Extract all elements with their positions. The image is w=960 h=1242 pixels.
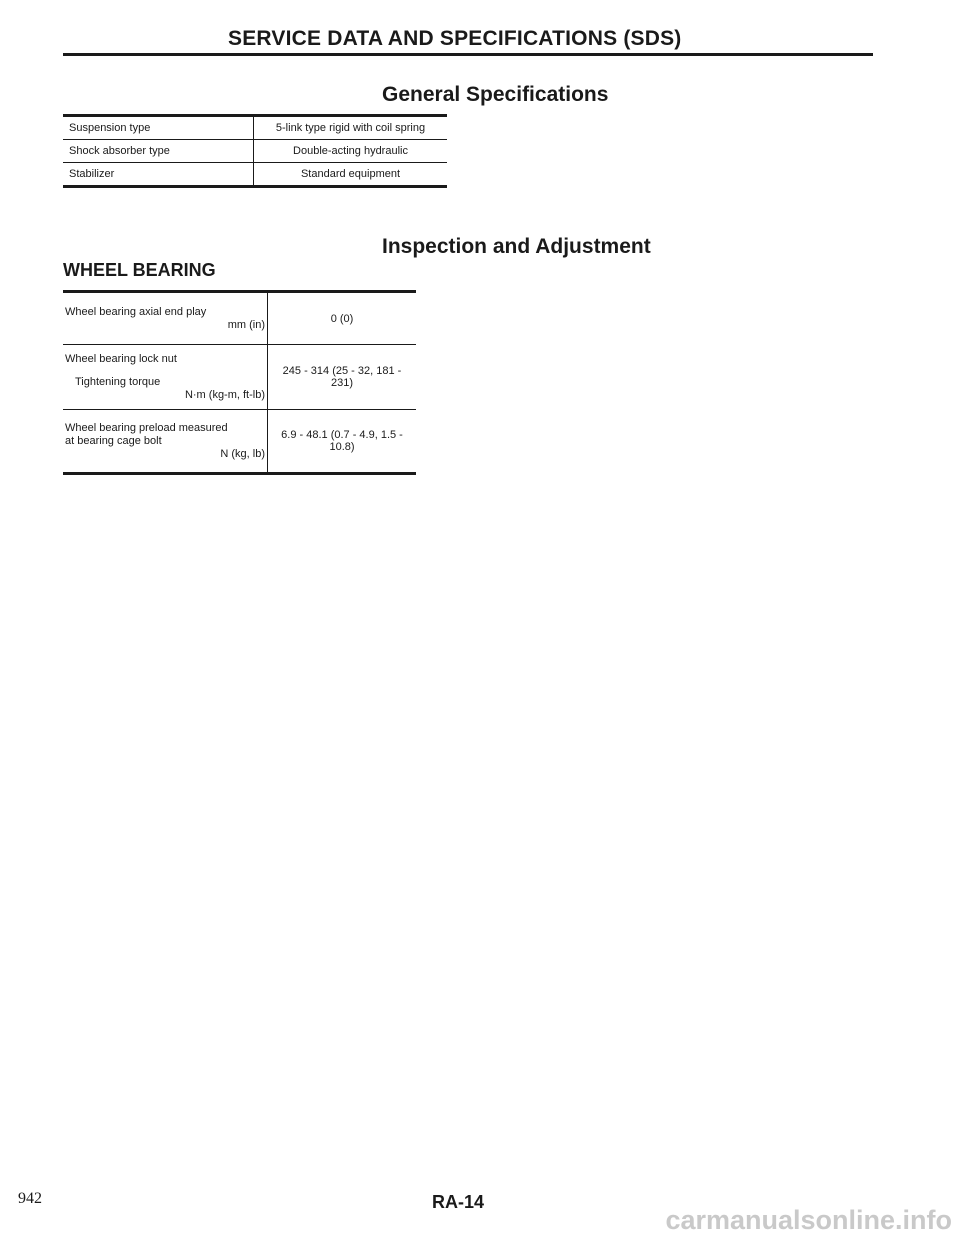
- spec-value: Standard equipment: [254, 163, 448, 187]
- header-rule: [63, 53, 873, 56]
- spec-label: Shock absorber type: [63, 140, 254, 163]
- row-sub-label: Tightening torque: [75, 376, 161, 388]
- table-row: [63, 116, 447, 140]
- wheel-bearing-label-cell: [63, 410, 268, 474]
- row-label: Wheel bearing lock nut: [65, 353, 177, 365]
- page-code: RA-14: [432, 1192, 485, 1212]
- row-value: 6.9 - 48.1 (0.7 - 4.9, 1.5 - 10.8): [268, 410, 417, 474]
- spec-label: Suspension type: [63, 116, 254, 140]
- inspection-adjustment-heading: Inspection and Adjustment: [382, 235, 651, 258]
- row-value: 245 - 314 (25 - 32, 181 - 231): [268, 345, 417, 410]
- table-row: [63, 345, 416, 410]
- row-unit: N (kg, lb): [220, 448, 265, 460]
- wheel-bearing-label-cell: [63, 345, 268, 410]
- spec-label: Stabilizer: [69, 168, 115, 180]
- spec-value: Double-acting hydraulic: [254, 140, 448, 163]
- page-title: SERVICE DATA AND SPECIFICATIONS (SDS): [228, 27, 682, 50]
- watermark-text: carmanualsonline.info: [665, 1205, 952, 1235]
- row-value: 0 (0): [268, 292, 417, 345]
- general-specifications-table: [63, 114, 447, 188]
- general-specifications-heading: General Specifications: [382, 83, 609, 106]
- wheel-bearing-label-cell: [63, 292, 268, 345]
- wheel-bearing-heading: WHEEL BEARING: [63, 260, 216, 280]
- row-label: Wheel bearing axial end play: [65, 306, 207, 318]
- wheel-bearing-table: [63, 290, 416, 475]
- row-label-line-2: at bearing cage bolt: [65, 435, 162, 447]
- table-row: [63, 292, 416, 345]
- table-row: [63, 163, 447, 187]
- table-row: [63, 140, 447, 163]
- table-row: [63, 410, 416, 474]
- row-unit: N·m (kg-m, ft-lb): [184, 389, 265, 401]
- page-number: 942: [18, 1190, 42, 1207]
- row-label-line-1: Wheel bearing preload measured: [65, 422, 228, 434]
- row-unit: mm (in): [227, 319, 265, 331]
- spec-value: 5-link type rigid with coil spring: [254, 116, 448, 140]
